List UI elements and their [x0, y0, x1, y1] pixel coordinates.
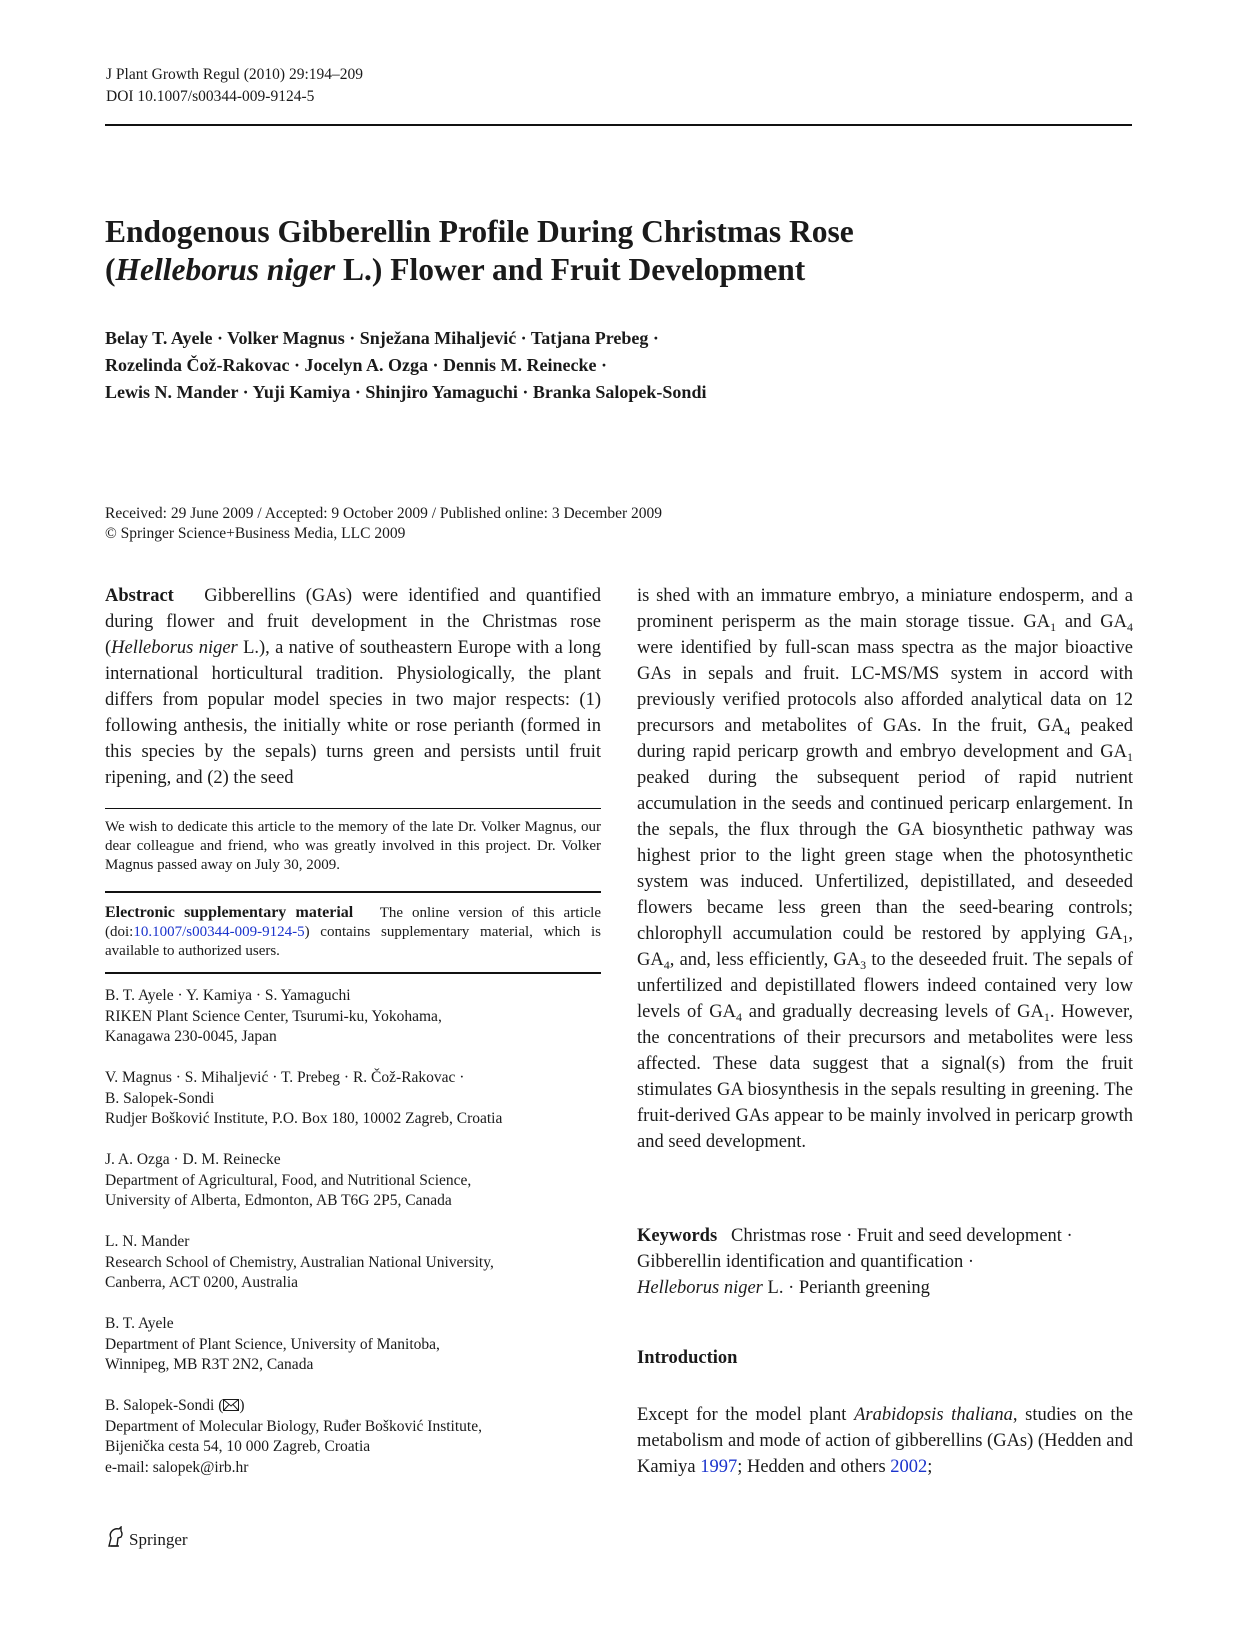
authors-line-3: Lewis N. Mander · Yuji Kamiya · Shinjiro Yamaguchi · Branka Salopek-Sondi	[105, 382, 707, 402]
corresponding-author: B. Salopek-Sondi ( ) Department of Molecular Biology, Ruđer Bošković Institute, Bijenička cesta 54, 10 000 Zagreb, Croatia e-mail: salopek@irb.hr	[105, 1396, 601, 1478]
esm-label: Electronic supplementary material	[105, 904, 354, 921]
citation-link-2002[interactable]: 2002	[890, 1457, 928, 1477]
journal-doi: DOI 10.1007/s00344-009-9124-5	[106, 88, 315, 105]
affiliation-2: V. Magnus · S. Mihaljević · T. Prebeg · R. Čož-Rakovac · B. Salopek-Sondi Rudjer Bošković Institute, P.O. Box 180, 10002 Zagreb, Croatia	[105, 1069, 503, 1127]
abstract-left: Abstract Gibberellins (GAs) were identified and quantified during flower and fruit development in the Christmas rose (Helleborus niger L.), a native of southeastern Europe with a long international horticultural tradition. Physiologically, the plant differs from popular model species in two major respects: (1) following anthesis, the initially white or rose perianth (formed in this species by the sepals) turns green and persists until fruit ripening, and (2) the seed	[105, 586, 601, 788]
affiliation-3: J. A. Ozga · D. M. Reinecke Department of Agricultural, Food, and Nutritional Science, University of Alberta, Edmonton, AB T6G 2P5, Canada	[105, 1151, 472, 1209]
affiliation-4: L. N. Mander Research School of Chemistry, Australian National University, Canberra, ACT 0200, Australia	[105, 1233, 494, 1291]
title-line-2: (Helleborus niger L.) Flower and Fruit Development	[105, 252, 806, 287]
corresponding-email[interactable]: e-mail: salopek@irb.hr	[105, 1458, 249, 1476]
introduction-heading: Introduction	[637, 1348, 738, 1368]
introduction-text: Except for the model plant Arabidopsis thaliana, studies on the metabolism and mode of action of gibberellins (GAs) (Hedden and Kamiya 1997; Hedden and others 2002;	[637, 1405, 1133, 1477]
keywords-label: Keywords	[637, 1226, 718, 1246]
author-list	[105, 325, 1125, 406]
authors-line-1: Belay T. Ayele · Volker Magnus · Snježana Mihaljević · Tatjana Prebeg ·	[105, 328, 659, 348]
citation-link-1997[interactable]: 1997	[700, 1457, 738, 1477]
esm-rule	[105, 891, 601, 893]
publisher-footer	[105, 1526, 188, 1554]
header-rule	[105, 124, 1132, 126]
affil-rule	[105, 972, 601, 974]
footnote-rule	[105, 808, 601, 809]
envelope-icon	[223, 1397, 239, 1414]
article-title	[105, 213, 1125, 289]
affiliation-1: B. T. Ayele · Y. Kamiya · S. Yamaguchi RIKEN Plant Science Center, Tsurumi-ku, Yokohama, Kanagawa 230-0045, Japan	[105, 987, 442, 1045]
esm-doi-link[interactable]: 10.1007/s00344-009-9124-5	[133, 924, 305, 940]
keywords: Keywords Christmas rose · Fruit and seed development · Gibberellin identification and quantification · Helleborus niger L. · Perianth greening	[637, 1226, 1073, 1298]
affiliation-5: B. T. Ayele Department of Plant Science, University of Manitoba, Winnipeg, MB R3T 2N2, Canada	[105, 1315, 440, 1373]
abstract-label: Abstract	[105, 586, 174, 606]
copyright-notice: © Springer Science+Business Media, LLC 2009	[105, 525, 406, 542]
journal-header	[106, 64, 363, 108]
received-accepted-published: Received: 29 June 2009 / Accepted: 9 October 2009 / Published online: 3 December 2009	[105, 505, 663, 522]
springer-horse-icon	[105, 1526, 125, 1554]
article-dates	[105, 504, 1125, 544]
dedication-note: We wish to dedicate this article to the memory of the late Dr. Volker Magnus, our dear colleague and friend, who was greatly involved in this project. Dr. Volker Magnus passed away on July 30, 2009.	[105, 819, 601, 873]
title-line-1: Endogenous Gibberellin Profile During Christmas Rose	[105, 214, 854, 249]
authors-line-2: Rozelinda Čož-Rakovac · Jocelyn A. Ozga · Dennis M. Reinecke ·	[105, 355, 607, 375]
abstract-right: is shed with an immature embryo, a miniature endosperm, and a prominent perisperm as the main storage tissue. $GA_1$ and $GA_4$ were identified by full-scan mass spectra as the major bioactive GAs in sepals and fruit. LC-MS/MS system in accord with previously verified protocols also afforded analytical data on 12 precursors and metabolites of GAs. In the fruit, $GA_4$ peaked during rapid pericarp growth and embryo development and $GA_1$ peaked during the subsequent period of rapid nutrient accumulation in the seeds and continued pericarp enlargement. In the sepals, the flux through the GA biosynthetic pathway was highest prior to the light green stage when the photosynthetic system was induced. Unfertilized, depistillated, and deseeded flowers became less green than the seed-bearing controls; chlorophyll accumulation could be restored by applying $GA_1$, $GA_4$, and, less efficiently, $GA_3$ to the deseeded fruit. The sepals of unfertilized and depistillated flowers indeed contained very low levels of $GA_4$ and gradually decreasing levels of $GA_1$. However, the concentrations of their precursors and metabolites were less affected. These data suggest that a signal(s) from the fruit stimulates GA biosynthesis in the sepals resulting in greening. The fruit-derived GAs appear to be mainly involved in pericarp growth and seed development.	[637, 586, 1133, 1152]
publisher-name: Springer	[129, 1530, 188, 1549]
esm-note: Electronic supplementary material The online version of this article (doi:10.1007/s00344-009-9124-5) contains supplementary material, which is available to authorized users.	[105, 904, 602, 959]
journal-citation: J Plant Growth Regul (2010) 29:194–209	[106, 66, 364, 83]
